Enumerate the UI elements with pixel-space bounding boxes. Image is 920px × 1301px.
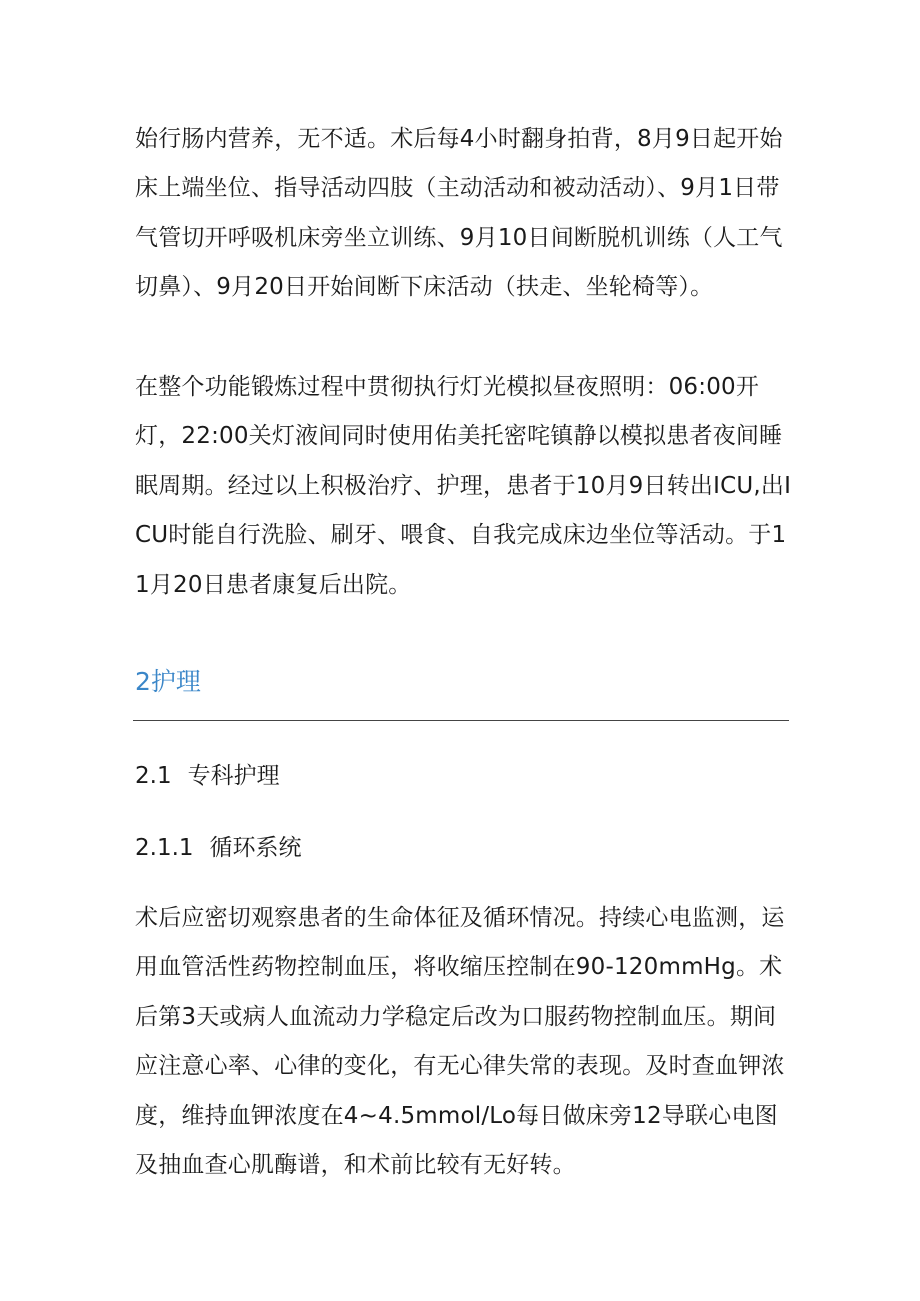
subheading-specialty-nursing: [135, 757, 280, 790]
section-heading-nursing: 2护理: [135, 667, 201, 696]
subheading-number: 2.1.1: [135, 835, 194, 861]
paragraph-lighting-and-discharge: 在整个功能锻炼过程中贯彻执行灯光模拟昼夜照明：06:00开灯，22:00关灯液间同时使用佑美托密咤镇静以模拟患者夜间睡眠周期。经过以上积极治疗、护理，患者于10月9日转出ICU,出ICU时能自行洗脸、刷牙、喂食、自我完成床边坐位等活动。于11月20日患者康复后出院。: [135, 374, 792, 598]
subheading-title: 专科护理: [187, 763, 280, 789]
section-divider: [133, 720, 789, 721]
paragraph-rehabilitation-progress: 始行肠内营养，无不适。术后每4小时翻身拍背，8月9日起开始床上端坐位、指导活动四肢（主动活动和被动活动）、9月1日带气管切开呼吸机床旁坐立训练、9月10日间断脱机训练（人工气切鼻）、9月20日开始间断下床活动（扶走、坐轮椅等）。: [135, 126, 783, 301]
subheading-number: 2.1: [135, 763, 172, 789]
subheading-circulatory-system: [135, 829, 302, 862]
subheading-title: 循环系统: [209, 835, 302, 861]
paragraph-circulatory-care: 术后应密切观察患者的生命体征及循环情况。持续心电监测，运用血管活性药物控制血压，将收缩压控制在90-120mmHg。术后第3天或病人血流动力学稳定后改为口服药物控制血压。期间应注意心率、心律的变化，有无心律失常的表现。及时查血钾浓度，维持血钾浓度在4~4.5mmol/Lo每日做床旁12导联心电图及抽血查心肌酶谱，和术前比较有无好转。: [135, 905, 785, 1179]
